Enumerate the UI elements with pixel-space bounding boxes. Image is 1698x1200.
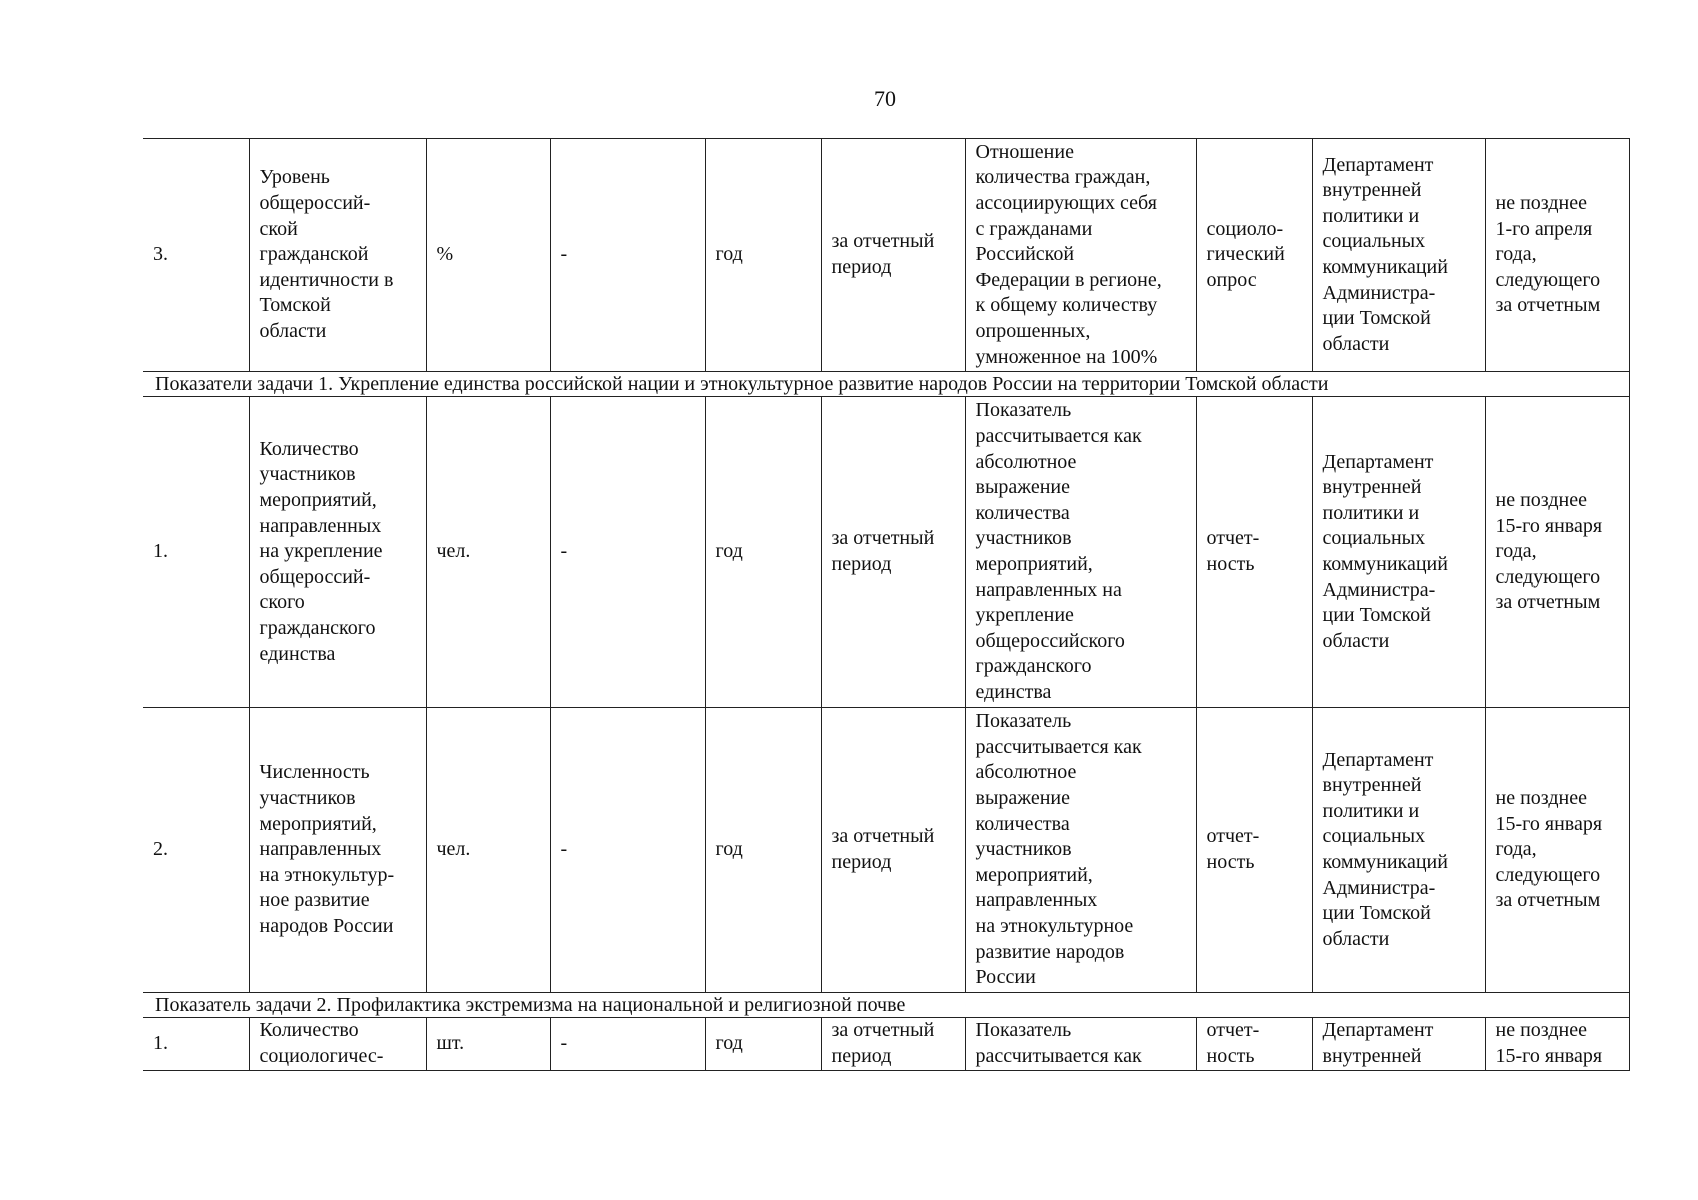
cell-unit: чел. xyxy=(426,708,550,993)
cell-algorithm: - xyxy=(550,139,705,372)
cell-unit: чел. xyxy=(426,397,550,708)
cell-deadline: не позднее 15-го января xyxy=(1485,1018,1629,1071)
cell-periodicity: год xyxy=(705,139,821,372)
cell-responsible: Департамент внутренней политики и социальных коммуникаций Администра- ции Томской области xyxy=(1312,708,1485,993)
cell-time-characteristic: за отчетный период xyxy=(821,1018,965,1071)
cell-calculation-method: Показатель рассчитывается как абсолютное выражение количества участников мероприятий, направленных на укрепление общероссийского гражданского единства xyxy=(965,397,1196,708)
section-heading: Показатель задачи 2. Профилактика экстремизма на национальной и религиозной почве xyxy=(143,993,1629,1018)
table-row xyxy=(143,1018,1629,1071)
cell-row-number: 3. xyxy=(143,139,249,372)
cell-deadline: не позднее 15-го января года, следующего за отчетным xyxy=(1485,708,1629,993)
cell-responsible: Департамент внутренней политики и социальных коммуникаций Администра- ции Томской области xyxy=(1312,139,1485,372)
cell-time-characteristic: за отчетный период xyxy=(821,139,965,372)
table-section-row xyxy=(143,372,1629,397)
cell-data-source: социоло- гический опрос xyxy=(1196,139,1312,372)
cell-unit: % xyxy=(426,139,550,372)
section-heading: Показатели задачи 1. Укрепление единства российской нации и этнокультурное развитие народов России на территории Томской области xyxy=(143,372,1629,397)
cell-time-characteristic: за отчетный период xyxy=(821,708,965,993)
cell-data-source: отчет- ность xyxy=(1196,397,1312,708)
table-section-row xyxy=(143,993,1629,1018)
page-number: 70 xyxy=(874,86,896,111)
cell-periodicity: год xyxy=(705,397,821,708)
table-row xyxy=(143,397,1629,708)
table-row xyxy=(143,139,1629,372)
cell-row-number: 1. xyxy=(143,397,249,708)
cell-indicator-name: Количество участников мероприятий, направленных на укрепление общероссий- ского гражданского единства xyxy=(249,397,426,708)
cell-indicator-name: Уровень общероссий- ской гражданской идентичности в Томской области xyxy=(249,139,426,372)
cell-indicator-name: Численность участников мероприятий, направленных на этнокультур- ное развитие народов России xyxy=(249,708,426,993)
cell-deadline: не позднее 1-го апреля года, следующего за отчетным xyxy=(1485,139,1629,372)
indicators-table xyxy=(143,138,1630,1071)
cell-deadline: не позднее 15-го января года, следующего за отчетным xyxy=(1485,397,1629,708)
cell-algorithm: - xyxy=(550,1018,705,1071)
cell-calculation-method: Отношение количества граждан, ассоциирующих себя с гражданами Российской Федерации в регионе, к общему количеству опрошенных, умноженное на 100% xyxy=(965,139,1196,372)
cell-row-number: 2. xyxy=(143,708,249,993)
cell-data-source: отчет- ность xyxy=(1196,708,1312,993)
table-row xyxy=(143,708,1629,993)
cell-indicator-name: Количество социологичес- xyxy=(249,1018,426,1071)
cell-responsible: Департамент внутренней политики и социальных коммуникаций Администра- ции Томской области xyxy=(1312,397,1485,708)
cell-algorithm: - xyxy=(550,397,705,708)
cell-periodicity: год xyxy=(705,708,821,993)
cell-unit: шт. xyxy=(426,1018,550,1071)
cell-responsible: Департамент внутренней xyxy=(1312,1018,1485,1071)
cell-calculation-method: Показатель рассчитывается как абсолютное выражение количества участников мероприятий, направленных на этнокультурное развитие народов России xyxy=(965,708,1196,993)
cell-calculation-method: Показатель рассчитывается как xyxy=(965,1018,1196,1071)
cell-periodicity: год xyxy=(705,1018,821,1071)
cell-row-number: 1. xyxy=(143,1018,249,1071)
cell-time-characteristic: за отчетный период xyxy=(821,397,965,708)
cell-data-source: отчет- ность xyxy=(1196,1018,1312,1071)
cell-algorithm: - xyxy=(550,708,705,993)
